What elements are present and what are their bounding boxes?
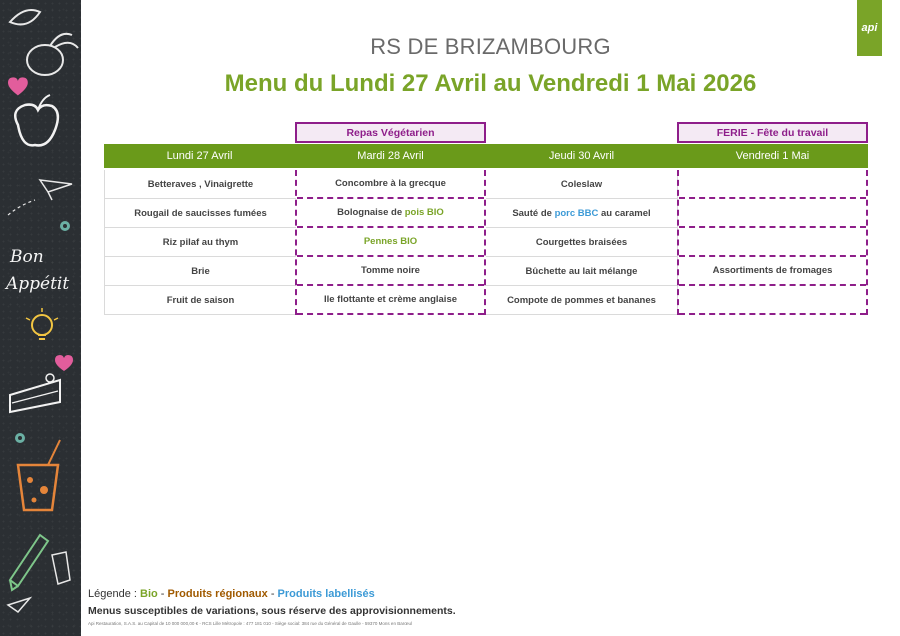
- dish-cell: [679, 286, 866, 315]
- leaf-icon: [10, 10, 40, 25]
- dish-text: [134, 208, 267, 219]
- dish-part: Betteraves , Vinaigrette: [147, 178, 254, 190]
- dish-text: [335, 178, 446, 189]
- day-sublabel: FERIE - Fête du travail: [677, 122, 868, 143]
- dish-part: pois BIO: [404, 207, 444, 218]
- dish-part: Bolognaise de: [337, 207, 405, 218]
- legend-separator: -: [157, 588, 168, 600]
- dish-cell: [297, 257, 484, 286]
- menu-title: Menu du Lundi 27 Avril au Vendredi 1 Mai 2026: [224, 70, 757, 97]
- gear-icon-2: [15, 433, 25, 443]
- day-dishes: [486, 170, 678, 315]
- legend-prefix: Légende :: [88, 588, 140, 600]
- dish-part: Sauté de: [512, 207, 555, 219]
- dish-text: [191, 266, 209, 277]
- dish-text: [364, 236, 417, 247]
- dish-cell: [105, 199, 296, 228]
- dish-cell: [297, 199, 484, 228]
- day-dishes: [104, 170, 296, 315]
- legend-separator-2: -: [267, 588, 278, 600]
- cake-icon: [10, 374, 60, 412]
- day-dishes: [677, 170, 868, 315]
- availability-note: Menus susceptibles de variations, sous réserve des approvisionnements.: [88, 605, 456, 617]
- dish-part: Tomme noire: [361, 265, 420, 276]
- dish-part: Bûchette au lait mélange: [525, 265, 638, 277]
- dish-cell: [486, 286, 677, 315]
- legend-labelled: Produits labellisés: [277, 588, 375, 600]
- dish-cell: [105, 257, 296, 286]
- logo-text: api: [861, 22, 878, 34]
- dish-text: [148, 179, 253, 190]
- dish-cell: [486, 170, 677, 199]
- dish-cell: [297, 286, 484, 315]
- dish-part: Pennes BIO: [363, 236, 418, 247]
- svg-text:Bon: Bon: [10, 247, 44, 267]
- day-dishes: [295, 170, 486, 315]
- day-header: Lundi 27 Avril: [104, 144, 295, 168]
- dish-cell: [486, 228, 677, 257]
- svg-text:Appétit: Appétit: [6, 274, 70, 294]
- bon-appetit-text: [4, 247, 69, 294]
- dish-cell: [105, 228, 296, 257]
- dish-cell: [679, 170, 866, 199]
- dish-part: Compote de pommes et bananes: [507, 294, 656, 306]
- dish-part: porc BBC: [554, 207, 599, 219]
- dish-part: Ile flottante et crème anglaise: [323, 294, 458, 305]
- dish-text: [337, 207, 444, 218]
- heart-small-icon: [55, 355, 73, 371]
- legend-bio: Bio: [140, 588, 158, 600]
- day-header: Vendredi 1 Mai: [677, 144, 868, 168]
- site-title: RS DE BRIZAMBOURG: [370, 34, 611, 59]
- dish-part: Fruit de saison: [166, 294, 235, 306]
- dish-text: [507, 295, 656, 306]
- legal-footer: Api Restauration, S.A.S. au Capital de 10 000 000,00 € - RCS Lille Métropole : 477 181 010 - Siège social: 384 rue du Général de Gaulle - 59370 Mons en Barœul: [88, 621, 412, 626]
- paper-plane-icon-2: [8, 598, 30, 612]
- dish-cell: [105, 286, 296, 315]
- paper-plane-icon: [8, 180, 72, 215]
- dish-part: Concombre à la grecque: [335, 178, 446, 189]
- beet-icon: [27, 34, 78, 75]
- dish-text: [561, 179, 602, 190]
- dish-cell: [105, 170, 296, 199]
- dish-text: [713, 265, 833, 276]
- pencil-icon: [10, 535, 48, 590]
- dish-text: [512, 208, 650, 219]
- legend-regional: Produits régionaux: [167, 588, 268, 600]
- apple-icon: [15, 95, 58, 145]
- dish-text: [361, 265, 420, 276]
- dish-part: Rougail de saucisses fumées: [134, 207, 267, 219]
- dish-part: Courgettes braisées: [535, 236, 628, 248]
- pencil-icon-2: [52, 552, 70, 584]
- dish-cell: [679, 199, 866, 228]
- dish-cell: [486, 257, 677, 286]
- dish-cell: [679, 228, 866, 257]
- legend: [88, 588, 375, 600]
- dish-part: Coleslaw: [560, 178, 603, 190]
- heart-icon: [8, 77, 28, 95]
- dish-text: [324, 294, 457, 305]
- dish-text: [526, 266, 638, 277]
- dish-part: au caramel: [598, 207, 651, 219]
- juice-glass-icon: [18, 440, 60, 510]
- dish-text: [536, 237, 627, 248]
- dish-cell: [297, 170, 484, 199]
- dish-cell: [486, 199, 677, 228]
- dish-part: Assortiments de fromages: [712, 265, 833, 276]
- day-header: Jeudi 30 Avril: [486, 144, 677, 168]
- day-sublabel: Repas Végétarien: [295, 122, 486, 143]
- dish-text: [163, 237, 238, 248]
- dish-text: [167, 295, 235, 306]
- gear-icon: [60, 221, 70, 231]
- dish-part: Riz pilaf au thym: [162, 236, 239, 248]
- dish-cell: [297, 228, 484, 257]
- dish-part: Brie: [191, 265, 210, 277]
- lightbulb-icon: [26, 308, 58, 339]
- day-header: Mardi 28 Avril: [295, 144, 486, 168]
- chalkboard-sidebar: [0, 0, 81, 636]
- dish-cell: [679, 257, 866, 286]
